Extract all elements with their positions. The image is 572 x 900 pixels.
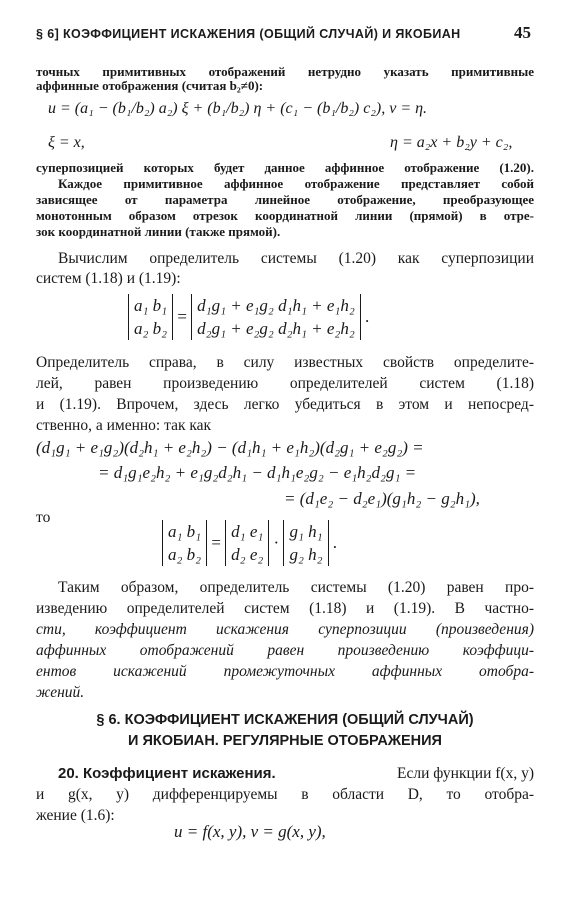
text-line: Если функции f(x, y) xyxy=(397,765,534,782)
text-line: то xyxy=(36,509,51,526)
text-line: лей, равен произведению определителей систем (1.18) xyxy=(36,375,534,392)
equation: (d₁g₁ + e₁g₂)(d₂h₁ + e₂h₂) − (d₁h₁ + e₁h₂)(d₂g₁ + e₂g₂) = xyxy=(36,438,424,457)
text-line: и (1.19). Впрочем, здесь легко убедиться в этом и непосред- xyxy=(36,396,534,413)
determinant: d₁ e₁ d₂ e₂ xyxy=(225,520,269,566)
text-line: жений. xyxy=(36,684,85,701)
determinant: d₁g₁ + e₁g₂ d₁h₁ + e₁h₂ d₂g₁ + e₂g₂ d₂h₁ + e₂h₂ xyxy=(191,294,361,340)
text-line: Вычислим определитель системы (1.20) как суперпозиции xyxy=(58,250,534,267)
text-line: точных примитивных отображений нетрудно указать примитивные xyxy=(36,64,534,79)
text-line: и g(x, y) дифференцируемы в области D, то отобра- xyxy=(36,786,534,803)
text-line: ентов искажений промежуточных аффинных отобра- xyxy=(36,663,534,680)
text-line: ственно, а именно: так как xyxy=(36,417,212,434)
determinant-equation: a₁ b₁ a₂ b₂ = d₁g₁ + e₁g₂ d₁h₁ + e₁h₂ d₂g₁ + e₂g₂ d₂h₁ + e₂h₂ . xyxy=(128,294,369,340)
text-line: сти, коэффициент искажения суперпозиции (произведения) xyxy=(36,621,534,638)
text-line: суперпозицией которых будет данное аффинное отображение (1.20). xyxy=(36,160,534,175)
item-heading: Коэффициент искажения. xyxy=(83,765,276,782)
text-line: аффинных отображений равен произведению коэффици- xyxy=(36,642,534,659)
running-head: § 6] КОЭФФИЦИЕНТ ИСКАЖЕНИЯ (ОБЩИЙ СЛУЧАЙ) И ЯКОБИАН xyxy=(36,27,461,41)
item-line xyxy=(58,763,534,784)
text-line: Определитель справа, в силу известных свойств определите- xyxy=(36,354,534,371)
text-line: Каждое примитивное аффинное отображение представляет собой xyxy=(58,176,534,191)
equation: u = f(x, y), v = g(x, y), xyxy=(174,822,326,841)
equation: u = (a₁ − (b₁/b₂) a₂) ξ + (b₁/b₂) η + (c₁ − (b₁/b₂) c₂), v = η. xyxy=(48,100,428,117)
page-number: 45 xyxy=(514,23,531,42)
equation: η = a₂x + b₂y + c₂, xyxy=(390,134,513,151)
equation: ξ = x, xyxy=(48,134,85,151)
text-line: зависящее от параметра линейное отображение, преобразующее xyxy=(36,192,534,207)
text-line: аффинные отображения (считая b₂≠0): xyxy=(36,78,264,93)
determinant: a₁ b₁ a₂ b₂ xyxy=(128,294,173,340)
text-line: систем (1.18) и (1.19): xyxy=(36,270,181,287)
section-title: § 6. КОЭФФИЦИЕНТ ИСКАЖЕНИЯ (ОБЩИЙ СЛУЧАЙ) xyxy=(96,712,474,728)
equation: = d₁g₁e₂h₂ + e₁g₂d₂h₁ − d₁h₁e₂g₂ − e₁h₂d₂g₁ = xyxy=(98,463,417,482)
text-line: изведению определителей систем (1.18) и (1.19). В частно- xyxy=(36,600,534,617)
text-line: Таким образом, определитель системы (1.20) равен про- xyxy=(58,579,534,596)
section-title: И ЯКОБИАН. РЕГУЛЯРНЫЕ ОТОБРАЖЕНИЯ xyxy=(128,733,442,749)
determinant: a₁ b₁ a₂ b₂ xyxy=(162,520,207,566)
equation: = (d₁e₂ − d₂e₁)(g₁h₂ − g₂h₁), xyxy=(284,489,480,508)
text-line: зок координатной линии (также прямой). xyxy=(36,224,281,239)
text-line: монотонным образом отрезок координатной линии (прямой) в отре- xyxy=(36,208,534,223)
item-number: 20. xyxy=(58,765,79,782)
determinant: g₁ h₁ g₂ h₂ xyxy=(283,520,328,566)
text-line: жение (1.6): xyxy=(36,807,115,824)
determinant-equation: a₁ b₁ a₂ b₂ = d₁ e₁ d₂ e₂ · g₁ h₁ g₂ h₂ . xyxy=(162,520,337,566)
